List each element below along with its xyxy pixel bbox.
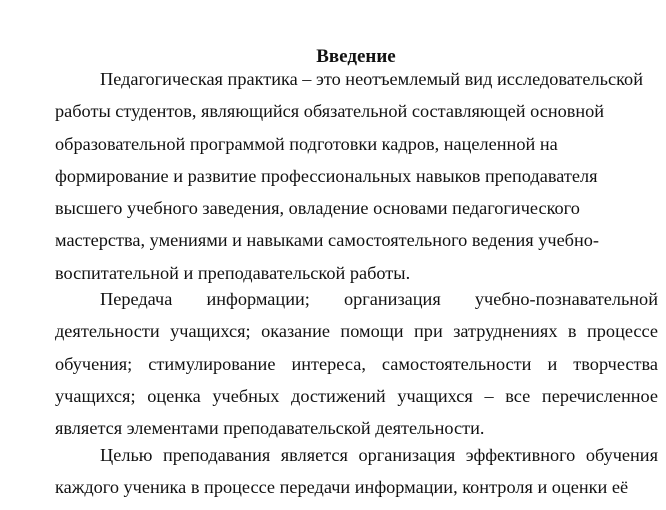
- paragraph-activities: Передача информации; организация учебно-познавательной деятельности учащихся; оказание помощи при затруднениях в процессе обучения; стимулирование интереса, самостоятельности и творчества учащихся; оценка учебных достижений учащихся – все перечисленное является элементами преподавательской деятельности.: [55, 289, 658, 439]
- section-heading: Введение: [316, 46, 396, 67]
- paragraph-intro: Педагогическая практика – это неотъемлемый вид исследовательской работы студентов, являющийся обязательной составляющей основной образовательной программой подготовки кадров, нацеленной на формирование и развитие профессиональных навыков преподавателя высшего учебного заведения, овладение основами педагогического мастерства, умениями и навыками самостоятельного ведения учебно-воспитательной и преподавательской работы.: [55, 69, 643, 283]
- paragraph-goal: Целью преподавания является организация эффективного обучения каждого ученика в процессе передачи информации, контроля и оценки её: [55, 445, 658, 498]
